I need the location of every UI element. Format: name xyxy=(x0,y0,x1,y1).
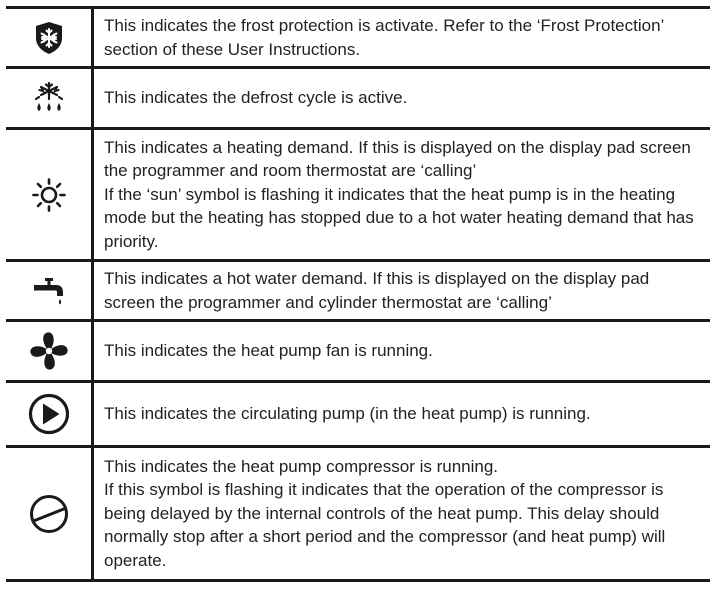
description-line: If the ‘sun’ symbol is flashing it indicates that the heat pump is in the heating mode but the heating has stopped due to a hot water heating demand that has priority. xyxy=(104,184,694,251)
description-line: This indicates a hot water demand. If this is displayed on the display pad screen the programmer and cylinder thermostat are ‘calling’ xyxy=(104,269,650,312)
symbol-table xyxy=(6,6,710,582)
description-line: This indicates the heat pump fan is running. xyxy=(104,341,433,361)
play-circle-icon xyxy=(28,393,70,435)
table-row xyxy=(6,69,710,130)
description-line: This indicates the defrost cycle is active. xyxy=(104,88,408,108)
icon-cell xyxy=(6,9,94,66)
description-line: If this symbol is flashing it indicates that the operation of the compressor is being delayed by the internal controls of the heat pump. This delay should normally stop after a short period and the compressor (and heat pump) will operate. xyxy=(104,480,666,570)
tap-icon xyxy=(32,276,66,306)
row-description xyxy=(94,9,710,66)
icon-cell xyxy=(6,69,94,127)
icon-cell xyxy=(6,130,94,259)
row-description xyxy=(94,130,710,259)
row-description xyxy=(94,322,710,380)
table-row xyxy=(6,130,710,262)
row-description xyxy=(94,262,710,319)
table-row xyxy=(6,383,710,448)
table-row xyxy=(6,448,710,582)
icon-cell xyxy=(6,322,94,380)
table-row xyxy=(6,9,710,69)
frost-protection-shield-icon xyxy=(34,21,64,55)
description-line: This indicates the circulating pump (in the heat pump) is running. xyxy=(104,404,591,424)
table-row xyxy=(6,262,710,322)
defrost-icon xyxy=(34,82,64,114)
icon-cell xyxy=(6,383,94,445)
description-line: This indicates a heating demand. If this is displayed on the display pad screen the programmer and room thermostat are ‘calling’ xyxy=(104,137,691,181)
row-description xyxy=(94,448,710,579)
compressor-icon xyxy=(29,494,69,534)
fan-icon xyxy=(29,331,69,371)
row-description xyxy=(94,383,710,445)
icon-cell xyxy=(6,448,94,579)
icon-cell xyxy=(6,262,94,319)
sun-icon xyxy=(32,178,66,212)
description-line: This indicates the heat pump compressor is running. xyxy=(104,456,499,476)
description-line: This indicates the frost protection is activate. Refer to the ‘Frost Protection’ section of these User Instructions. xyxy=(104,16,664,59)
table-row xyxy=(6,322,710,383)
row-description xyxy=(94,69,710,127)
